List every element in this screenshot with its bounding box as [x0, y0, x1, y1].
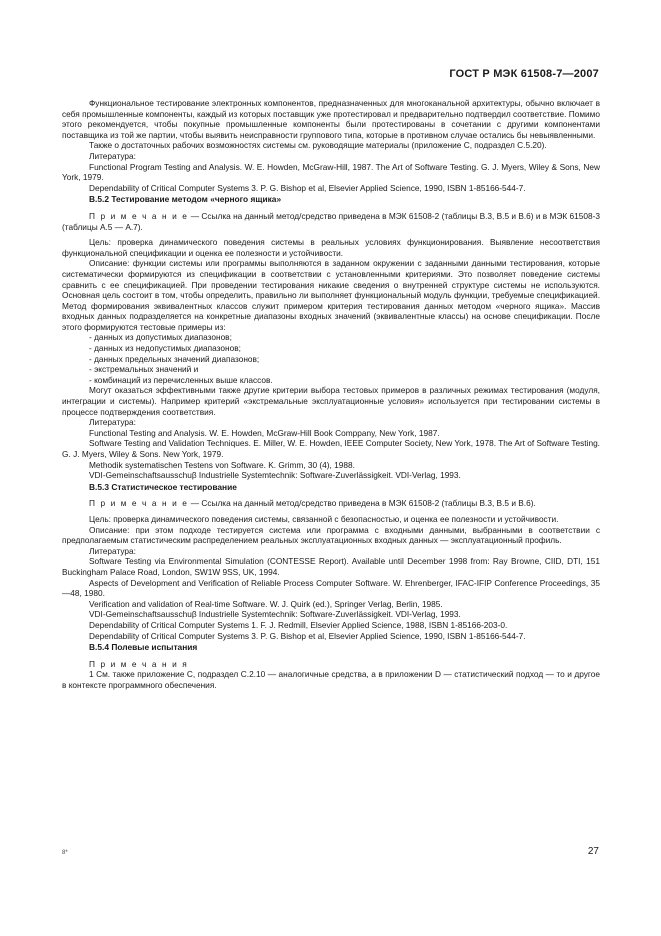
reference: Functional Program Testing and Analysis. W. E. Howden, McGraw-Hill, 1987. The Art of Software Testing. G. J. Myers, Wiley & Sons, New York, 1979. [62, 161, 600, 183]
note: 1 См. также приложение С, подраздел С.2.10 — аналогичные средства, а в приложении D — статистический подход — то и другое в контексте программного обеспечения. [62, 669, 600, 690]
reference: Dependability of Critical Computer Systems 1. F. J. Redmill, Elsevier Applied Science, 1988, ISBN 1-85166-203-0. [89, 619, 508, 630]
paragraph: Функциональное тестирование электронных компонентов, предназначенных для многоканальной архитектуры, обычно включает в себя промышленные компоненты, каждый из которых поставщик уже протестировал и предварительно подтвердил соответствие. Помимо этого рекомендуется, чтобы покупные промышленные компоненты были протестированы в сочетании с другими компонентами поставщика из той же партии, чтобы выявить неисправности группового типа, которые в противном случае остались бы невыявленными. [62, 98, 600, 140]
goal-paragraph: Цель: проверка динамического поведения системы, связанной с безопасностью, и оценка ее полезности и устойчивости. [89, 513, 559, 524]
reference: Aspects of Development and Verification of Reliable Process Computer Software. W. Ehrenberger, IFAC-IFIP Conference Proceedings, 35—48, 1980. [62, 577, 600, 599]
reference: Dependability of Critical Computer Systems 3. P. G. Bishop et al, Elsevier Applied Science, 1990, ISBN 1-85166-544-7. [89, 182, 526, 193]
reference: VDI-Gemeinschaftsausschuβ Industrielle Systemtechnik: Software-Zuverlässigkeit. VDI-Verlag, 1993. [89, 609, 461, 620]
reference: Functional Testing and Analysis. W. E. Howden, McGraw-Hill Book Comppany, New York, 1987. [89, 427, 440, 438]
note-label: П р и м е ч а н и е [89, 498, 189, 509]
section-heading-b52: B.5.2 Тестирование методом «черного ящика» [89, 194, 282, 205]
paragraph: Также о достаточных рабочих возможностях системы см. руководящие материалы (приложение С, подраздел С.5.20). [89, 140, 547, 151]
section-heading-b54: B.5.4 Полевые испытания [89, 642, 198, 653]
document-id: ГОСТ Р МЭК 61508-7—2007 [449, 68, 599, 80]
list-item: - комбинаций из перечисленных выше классов. [89, 374, 273, 385]
reference: Software Testing and Validation Techniques. E. Miller, W. E. Howden, IEEE Computer Society, New York, 1978. The Art of Software Testing. G. J. Myers, Wiley & Sons. New York, 1979. [62, 438, 600, 459]
description-paragraph: Описание: при этом подходе тестируется система или программа с входными данными, выбранными в соответствии с предполагаемым статистическим распределением реальных эксплуатационных входных данных — эксплуатационный профиль. [62, 524, 600, 546]
reference: Dependability of Critical Computer Systems 3. P. G. Bishop et al, Elsevier Applied Science, 1990, ISBN 1-85166-544-7. [89, 630, 526, 641]
document-body [62, 98, 600, 690]
literature-label: Литература: [89, 417, 136, 428]
goal-paragraph: Цель: проверка динамического поведения системы в реальных условиях функционирования. Выявление несоответствия функциональной спецификации и оценка ее полезности и устойчивости. [62, 237, 600, 258]
section-heading-b53: B.5.3 Статистическое тестирование [89, 481, 237, 492]
reference: VDI-Gemeinschaftsausschuβ Industrielle Systemtechnik: Software-Zuverlässigkeit. VDI-Verlag, 1993. [89, 470, 461, 481]
paragraph: Могут оказаться эффективными также другие критерии выбора тестовых примеров в различных режимах тестирования (модуля, интеграции и системы). Например критерий «экстремальные эксплуатационные условия» используется при тестировании системы в процессе подтверждения соответствия. [62, 385, 600, 417]
footer-mark: 8* [62, 850, 68, 856]
note [62, 211, 600, 232]
list-item: - данных из недопустимых диапазонов; [89, 343, 241, 354]
note-text: — Ссылка на данный метод/средство приведена в МЭК 61508-2 (таблицы В.3, В.5 и В.6). [188, 498, 536, 509]
notes-label: П р и м е ч а н и я [89, 658, 189, 669]
reference: Verification and validation of Real-time Software. W. J. Quirk (ed.), Springer Verlag, Berlin, 1985. [89, 598, 443, 609]
description-paragraph: Описание: функции системы или программы выполняются в заданном окружении с заданными данными тестирования, которые систематически формируются из спецификации в соответствии с установленными критериями. Это позволяет поведение системы сравнить с ее спецификацией. При проведении тестирования никакие сведения о внутренней структуре системы не используются. Основная цель состоит в том, чтобы определить, правильно ли выполняет функциональный модуль функции, требуемые спецификацией. Метод формирования эквивалентных классов служит примером критерия тестирования данных методом «черного ящика». Массив входных данных подразделяется на конкретные диапазоны входных значений (эквивалентные классы) на основе спецификации. После этого формируются тестовые примеры из: [62, 258, 600, 332]
reference: Software Testing via Environmental Simulation (CONTESSE Report). Available until December 1998 from: Ray Browne, CIID, DTI, 151 Buckingham Palace Road, London, SW1W 9SS, UK, 1994. [62, 556, 600, 577]
note-label: П р и м е ч а н и е [89, 210, 189, 221]
literature-label: Литература: [89, 545, 136, 556]
page-number: 27 [587, 846, 599, 857]
test-class-list [62, 332, 600, 385]
note-text: — Ссылка на данный метод/средство приведена в МЭК 61508-2 (таблицы В.3, В.5 и В.6) и в МЭК 61508-3 (таблицы А.5 — А.7). [62, 210, 600, 232]
list-item: - данных предельных значений диапазонов; [89, 353, 260, 364]
list-item: - данных из допустимых диапазонов; [89, 332, 232, 343]
reference: Methodik systematischen Testens von Software. K. Grimm, 30 (4), 1988. [89, 459, 355, 470]
literature-label: Литература: [89, 150, 136, 161]
note [62, 498, 600, 509]
list-item: - экстремальных значений и [89, 364, 199, 375]
